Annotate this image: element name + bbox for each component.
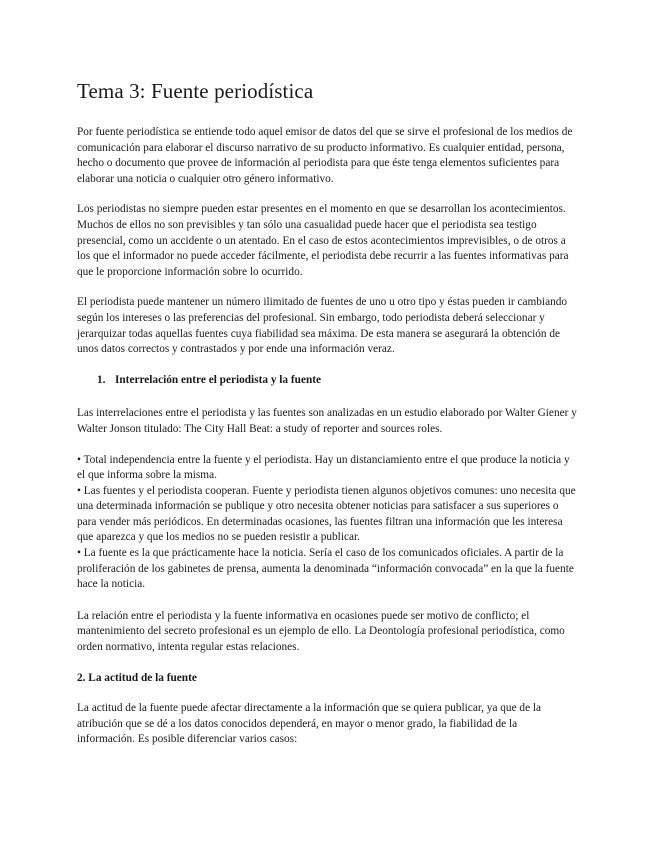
list-item: • Total independencia entre la fuente y el periodista. Hay un distanciamiento entre el que produce la noticia y el que informa sobre la misma. — [77, 453, 570, 482]
intro-paragraph-2: Los periodistas no siempre pueden estar presentes en el momento en que se desarrollan los acontecimientos. Muchos de ellos no son previsibles y tan sólo una casualidad puede hacer que el periodista sea testigo presencial, como un accidente o un atentado. En el caso de estos acontecimientos imprevisibles, o de otros a los que el informador no puede acceder fácilmente, el periodista debe recurrir a las fuentes informativas para que le proporcione información sobre lo ocurrido. — [77, 203, 569, 278]
intro-paragraph-3: El periodista puede mantener un número ilimitado de fuentes de uno u otro tipo y éstas pueden ir cambiando según los intereses o las preferencias del profesional. Sin embargo, todo periodista deberá seleccionar y jerarquizar todas aquellas fuentes cuya fiabilidad sea máxima. De esta manera se asegurará la obtención de unos datos correctos y contrastados y por ende una información veraz. — [77, 296, 568, 356]
list-item: • Las fuentes y el periodista cooperan. Fuente y periodista tienen algunos objetivos comunes: uno necesita que una determinada información se publique y otro necesita obtener noticias para satisfacer a sus superiores o para vender más periódicos. En determinadas ocasiones, las fuentes filtran una información que les interesa que aparezca y que los medios no se pueden resistir a publicar. — [77, 484, 576, 544]
section-1-bullet-list — [77, 453, 577, 593]
section-2-heading: 2. La actitud de la fuente — [77, 671, 197, 684]
section-2-paragraph: La actitud de la fuente puede afectar directamente a la información que se quiera publicar, ya que de la atribución que se dé a los datos conocidos dependerá, en mayor o menor grado, la fiabilidad de la información. Es posible diferenciar varios casos: — [77, 702, 542, 746]
list-item: • La fuente es la que prácticamente hace la noticia. Sería el caso de los comunicados oficiales. A partir de la proliferación de los gabinetes de prensa, aumenta la denominada “información convocada” en la que la fuente hace la noticia. — [77, 547, 574, 591]
document-title: Tema 3: Fuente periodística — [77, 79, 314, 103]
section-1-heading — [77, 373, 577, 389]
intro-paragraph-1: Por fuente periodística se entiende todo aquel emisor de datos del que se sirve el profesional de los medios de comunicación para elaborar el discurso narrativo de su producto informativo. Es cualquier entidad, persona, hecho o documento que provee de información al periodista para que éste tenga elementos suficientes para elaborar una noticia o cualquier otro género informativo. — [77, 126, 573, 185]
section-1-title: Interrelación entre el periodista y la fuente — [115, 373, 322, 386]
section-1-closing-paragraph: La relación entre el periodista y la fuente informativa en ocasiones puede ser motivo de conflicto; el mantenimiento del secreto profesional es un ejemplo de ello. La Deontología profesional periodística, como orden normativo, intenta regular estas relaciones. — [77, 609, 565, 654]
section-1-paragraph: Las interrelaciones entre el periodista y las fuentes son analizadas en un estudio elaborado por Walter Giener y Walter Jonson titulado: The City Hall Beat: a study of reporter and sources roles. — [77, 407, 577, 435]
document-content — [77, 78, 577, 748]
section-1-number: 1. — [97, 373, 106, 386]
